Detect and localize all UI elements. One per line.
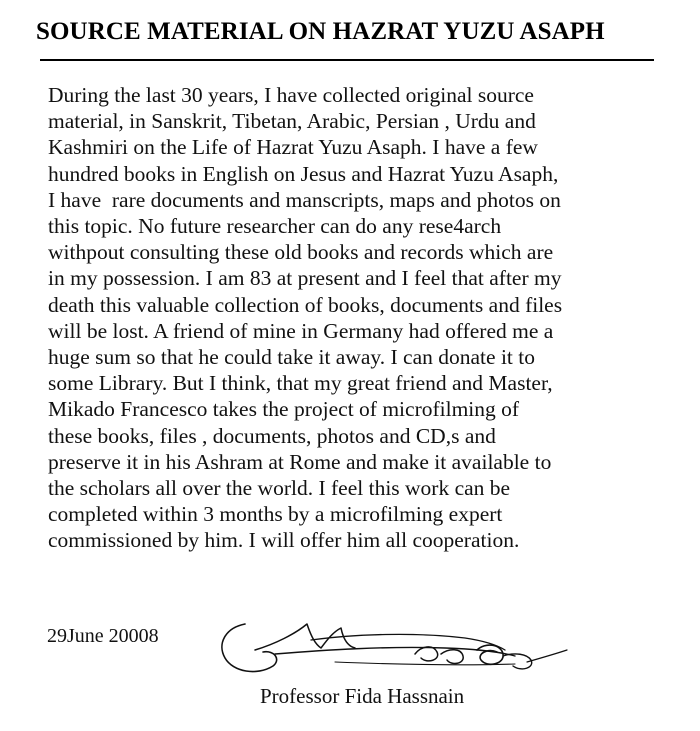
body-line: this topic. No future researcher can do any rese4arch <box>48 214 502 239</box>
body-line: will be lost. A friend of mine in Germany had offered me a <box>48 318 554 343</box>
body-line: During the last 30 years, I have collected original source <box>48 83 534 107</box>
title-underline <box>40 59 654 61</box>
body-line: the scholars all over the world. I feel this work can be <box>48 476 511 501</box>
document-date: 29June 20008 <box>47 625 159 647</box>
body-line: these books, files , documents, photos and CD,s and <box>48 423 496 448</box>
body-line: completed within 3 months by a microfilming expert <box>48 502 503 527</box>
body-line: Kashmiri on the Life of Hazrat Yuzu Asaph. I have a few <box>48 135 538 160</box>
body-line: in my possession. I am 83 at present and I feel that after my <box>48 266 562 291</box>
body-line: withpout consulting these old books and records which are <box>48 240 554 265</box>
body-line: I have rare documents and manscripts, maps and photos on <box>48 187 561 212</box>
handwritten-signature <box>215 614 575 682</box>
signer-name: Professor Fida Hassnain <box>260 684 465 708</box>
body-line: Mikado Francesco takes the project of microfilming of <box>48 397 520 422</box>
body-paragraph <box>48 82 678 554</box>
body-line: hundred books in English on Jesus and Hazrat Yuzu Asaph, <box>48 161 559 186</box>
body-line: some Library. But I think, that my great friend and Master, <box>48 371 553 396</box>
body-line: material, in Sanskrit, Tibetan, Arabic, Persian , Urdu and <box>48 109 536 134</box>
body-line: death this valuable collection of books, documents and files <box>48 292 563 317</box>
body-line: commissioned by him. I will offer him all cooperation. <box>48 528 520 553</box>
body-line: preserve it in his Ashram at Rome and make it available to <box>48 449 552 474</box>
body-line: huge sum so that he could take it away. I can donate it to <box>48 345 535 370</box>
document-title: SOURCE MATERIAL ON HAZRAT YUZU ASAPH <box>36 18 605 45</box>
